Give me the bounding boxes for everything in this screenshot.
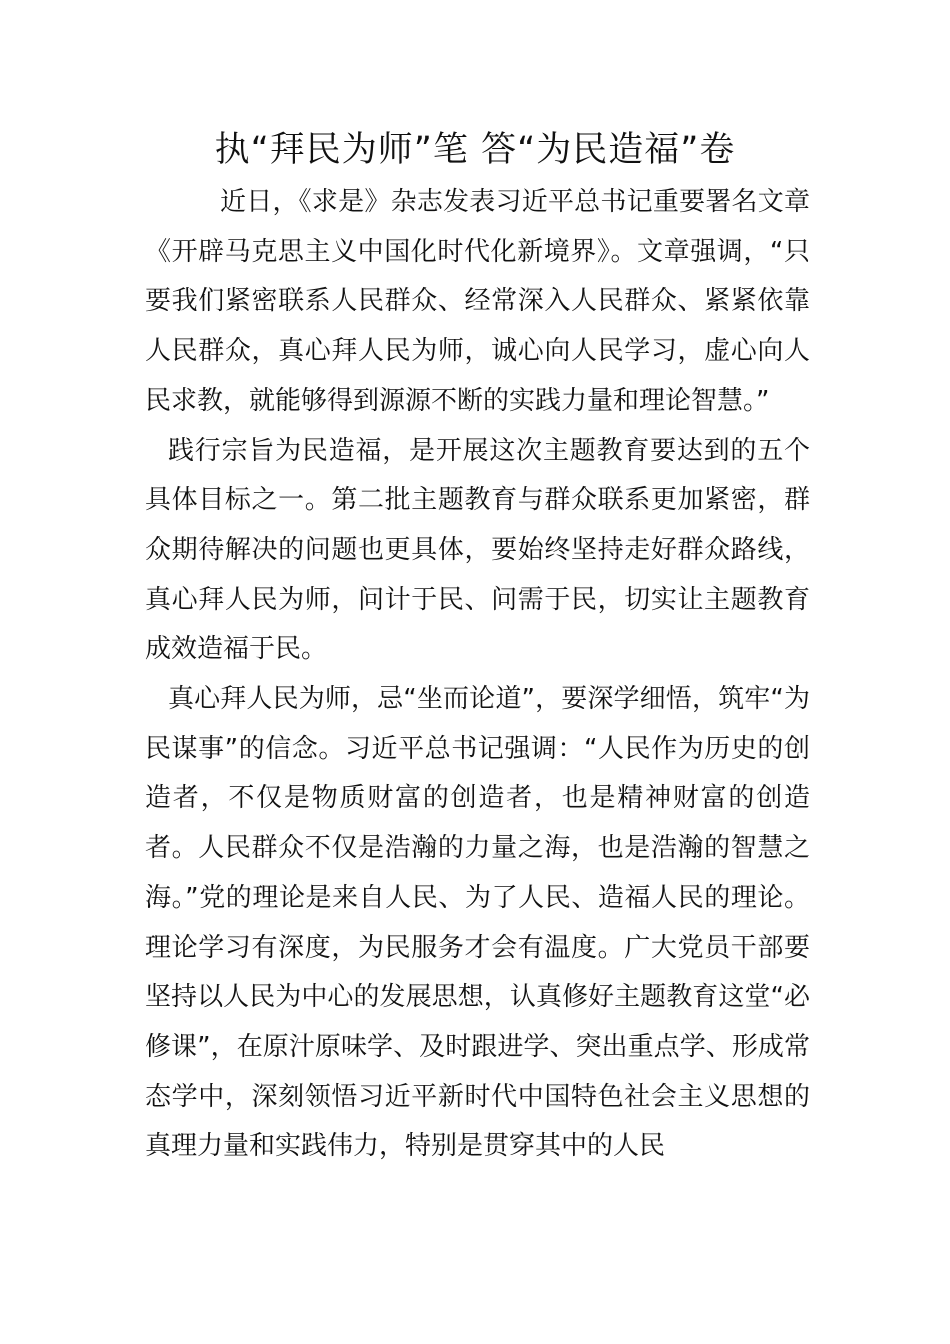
paragraph-1: 近日，《求是》杂志发表习近平总书记重要署名文章《开辟马克思主义中国化时代化新境界》。文章强调，“只要我们紧密联系人民群众、经常深入人民群众、紧紧依靠人民群众，真心拜人民为师，诚心向人民学习，虚心向人民求教，就能够得到源源不断的实践力量和理论智慧。”: [145, 187, 810, 416]
paragraph-3: 真心拜人民为师，忌“坐而论道”，要深学细悟，筑牢“为民谋事”的信念。习近平总书记强调：“人民作为历史的创造者，不仅是物质财富的创造者，也是精神财富的创造者。人民群众不仅是浩瀚的力量之海，也是浩瀚的智慧之海。”党的理论是来自人民、为了人民、造福人民的理论。理论学习有深度，为民服务才会有温度。广大党员干部要坚持以人民为中心的发展思想，认真修好主题教育这堂“必修课”，在原汁原味学、及时跟进学、突出重点学、形成常态学中，深刻领悟习近平新时代中国特色社会主义思想的真理力量和实践伟力，特别是贯穿其中的人民: [145, 684, 810, 1162]
paragraph-2: 践行宗旨为民造福，是开展这次主题教育要达到的五个具体目标之一。第二批主题教育与群众联系更加紧密，群众期待解决的问题也更具体，要始终坚持走好群众路线，真心拜人民为师，问计于民、问需于民，切实让主题教育成效造福于民。: [145, 435, 810, 665]
document-body: [145, 178, 810, 1172]
document-title: 执“拜民为师”笔 答“为民造福”卷: [214, 130, 736, 170]
